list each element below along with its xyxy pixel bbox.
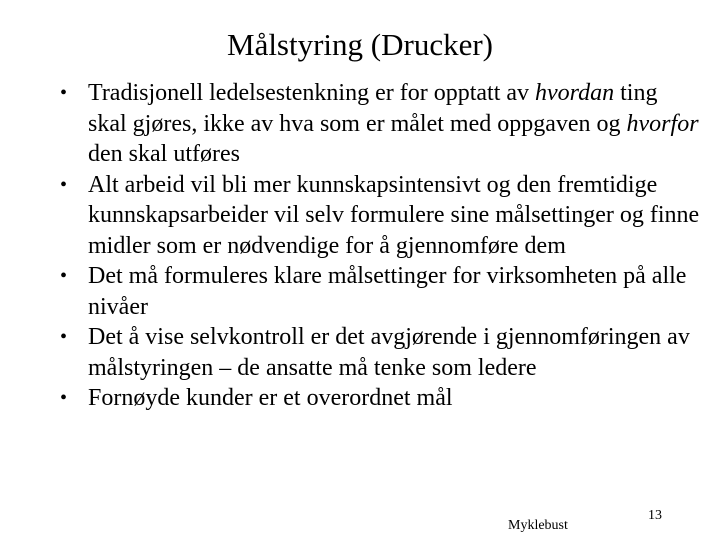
bullet-item (60, 170, 700, 262)
bullet-text: Fornøyde kunder er et overordnet mål (88, 385, 453, 411)
bullet-text (88, 80, 699, 167)
bullet-point: • (60, 326, 68, 348)
bullet-item (60, 261, 700, 322)
bullet-text-segment: Tradisjonell ledelsestenkning er for opptatt av (88, 80, 536, 106)
page-number: 13 (648, 508, 662, 523)
bullet-text: Det å vise selvkontroll er det avgjørende i gjennomføringen av målstyringen – de ansatte må tenke som ledere (88, 324, 690, 381)
bullet-text: Det må formuleres klare målsettinger for virksomheten på alle nivåer (88, 263, 687, 320)
slide-title: Målstyring (Drucker) (227, 27, 493, 62)
bullet-item (60, 78, 700, 170)
bullet-text-emphasis: hvordan (535, 80, 615, 106)
bullet-text-segment: ting skal gjøres, ikke av hva som er målet med oppgaven og (88, 80, 658, 137)
footer-author: Myklebust (508, 518, 568, 533)
bullet-point: • (60, 387, 68, 409)
bullet-point: • (60, 173, 68, 196)
bullet-text: Alt arbeid vil bli mer kunnskapsintensivt og den fremtidige kunnskapsarbeider vil selv formulere sine målsettinger og finne midler som er nødvendige for å gjennomføre dem (88, 171, 700, 259)
bullet-item (60, 322, 700, 383)
bullet-point: • (60, 265, 68, 287)
bullet-text-segment: den skal utføres (88, 141, 240, 167)
bullet-point: • (60, 82, 68, 104)
bullet-item (60, 383, 700, 414)
bullet-text-emphasis: hvorfor (626, 110, 699, 137)
bullet-list (60, 78, 700, 414)
